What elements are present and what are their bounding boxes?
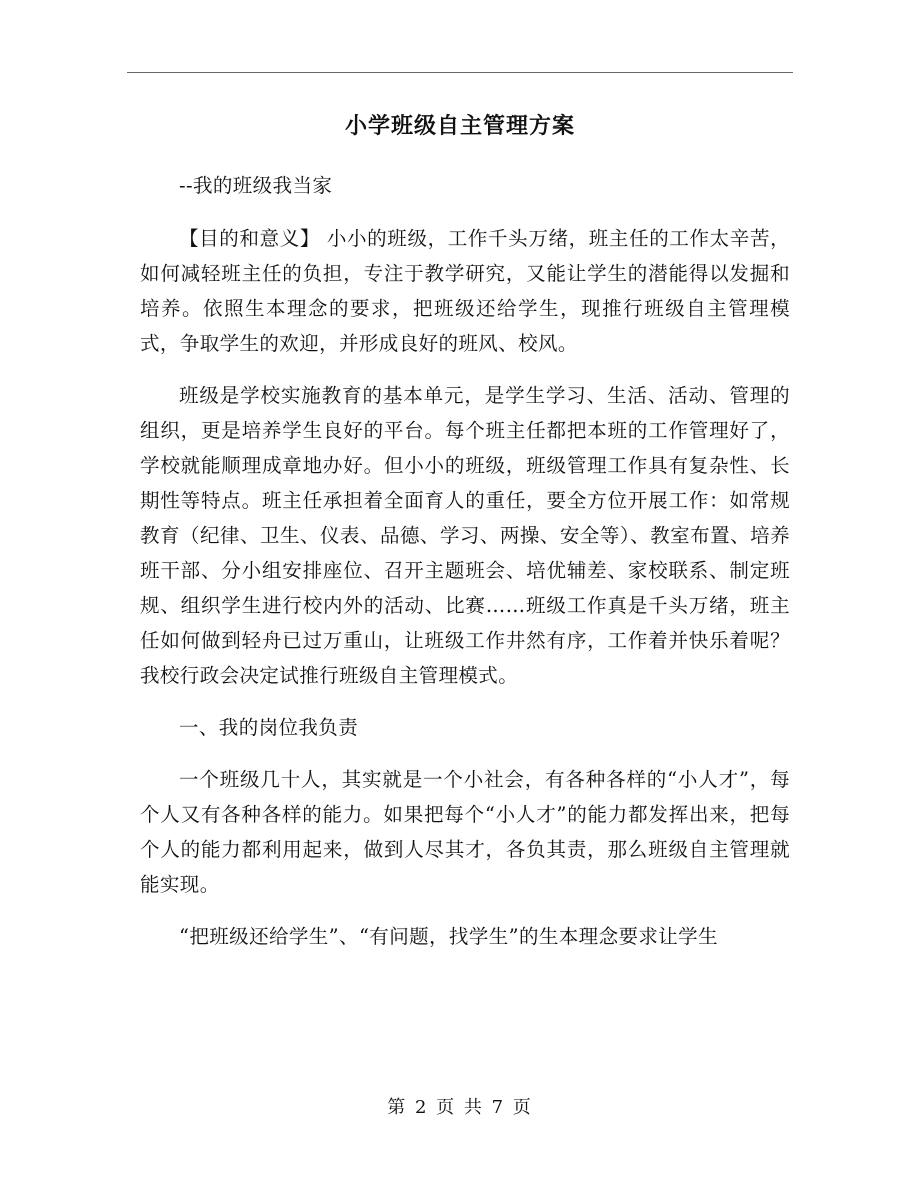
paragraph-class-unit: 班级是学校实施教育的基本单元，是学生学习、生活、活动、管理的组织，更是培养学生良好的平台。每个班主任都把本班的工作管理好了，学校就能顺理成章地办好。但小小的班级，班级管理工作具有复杂性、长期性等特点。班主任承担着全面育人的重任，要全方位开展工作：如常规教育（纪律、卫生、仪表、品德、学习、两操、安全等）、教室布置、培养班干部、分小组安排座位、召开主题班会、培优辅差、家校联系、制定班规、组织学生进行校内外的活动、比赛……班级工作真是千头万绪，班主任如何做到轻舟已过万重山，让班级工作井然有序，工作着并快乐着呢？我校行政会决定试推行班级自主管理模式。: [140, 384, 790, 687]
section-heading-1: 一、我的岗位我负责: [179, 716, 359, 739]
page-number: 第 2 页 共 7 页: [387, 1097, 533, 1118]
document-body: [140, 168, 790, 971]
paragraph-small-society: 一个班级几十人，其实就是一个小社会，有各种各样的“小人才”，每个人又有各种各样的能力。如果把每个“小人才”的能力都发挥出来，把每个人的能力都利用起来，做到人尽其才，各负其责，那么班级自主管理就能实现。: [140, 768, 790, 896]
header-rule: [127, 72, 793, 73]
document-title: 小学班级自主管理方案: [344, 113, 575, 139]
paragraph-student-centered: “把班级还给学生”、“有问题，找学生”的生本理念要求让学生: [179, 925, 718, 948]
document-subtitle: --我的班级我当家: [179, 174, 333, 197]
paragraph-purpose: 【目的和意义】 小小的班级，工作千头万绪，班主任的工作太辛苦，如何减轻班主任的负担，专注于教学研究，又能让学生的潜能得以发掘和培养。依照生本理念的要求，把班级还给学生，现推行班级自主管理模式，争取学生的欢迎，并形成良好的班风、校风。: [140, 227, 790, 355]
